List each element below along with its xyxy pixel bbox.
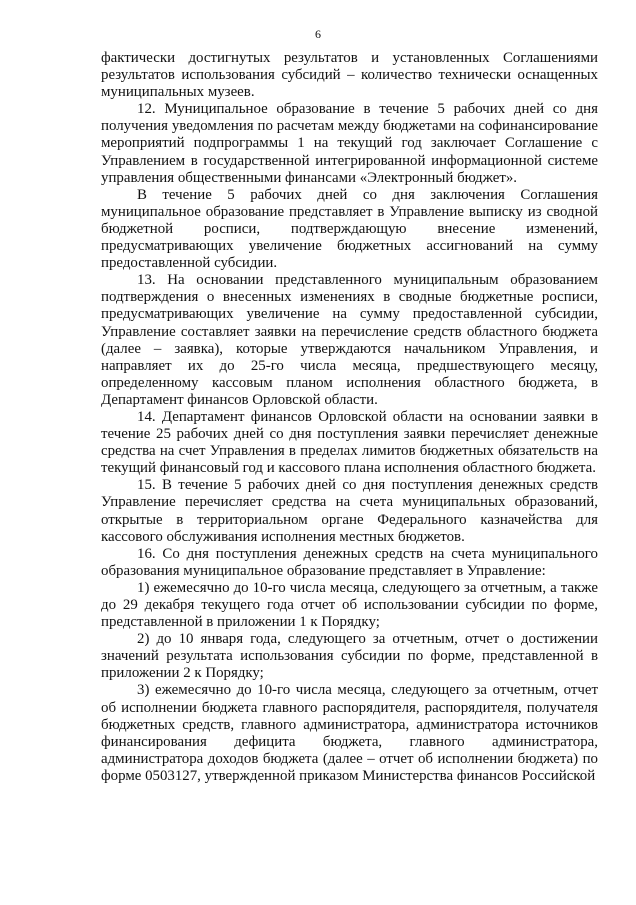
paragraph-16-item-2: 2) до 10 января года, следующего за отчетным, отчет о достижении значений результата использования субсидии по форме, представленной в приложении 2 к Порядку;: [101, 631, 598, 682]
paragraph-16-item-1: 1) ежемесячно до 10-го числа месяца, следующего за отчетным, а также до 29 декабря текущего года отчет об использовании субсидии по форме, представленной в приложении 1 к Порядку;: [101, 579, 598, 631]
paragraph-16-item-3: 3) ежемесячно до 10-го числа месяца, следующего за отчетным, отчет об исполнении бюджета главного распорядителя, распорядителя, получателя бюджетных средств, главного администратора, администратора источников финансирования дефицита бюджета, главного администратора, администратора доходов бюджета (далее – отчет об исполнении бюджета) по форме 0503127, утвержденной приказом Министерства финансов Российской: [101, 682, 598, 784]
paragraph-15: 15. В течение 5 рабочих дней со дня поступления денежных средств Управление перечисляет средства на счета муниципальных образований, открытые в территориальном органе Федерального казначейства для кассового обслуживания исполнения местных бюджетов.: [101, 477, 598, 545]
paragraph-12-extract: В течение 5 рабочих дней со дня заключения Соглашения муниципальное образование представляет в Управление выписку из сводной бюджетной росписи, подтверждающую внесение изменений, предусматривающих увеличение бюджетных ассигнований на сумму предоставленной субсидии.: [101, 186, 598, 272]
paragraph-12: 12. Муниципальное образование в течение 5 рабочих дней со дня получения уведомления по расчетам между бюджетами на софинансирование мероприятий подпрограммы 1 на текущий год заключает Соглашение с Управлением в государственной интегрированной информационной системе управления общественными финансами «Электронный бюджет».: [101, 101, 598, 186]
paragraph-continuation: фактически достигнутых результатов и установленных Соглашениями результатов использования субсидий – количество технически оснащенных муниципальных музеев.: [101, 50, 598, 101]
paragraph-13: 13. На основании представленного муниципальным образованием подтверждения о внесенных изменениях в сводные бюджетные росписи, предусматривающих увеличение на сумму предоставленной субсидии, Управление составляет заявки на перечисление средств областного бюджета (далее – заявка), которые утверждаются начальником Управления, и направляет их до 25-го числа месяца, предшествующего месяцу, определенному кассовым планом исполнения областного бюджета, в Департамент финансов Орловской области.: [101, 272, 598, 408]
paragraph-16: 16. Со дня поступления денежных средств на счета муниципального образования муниципальное образование представляет в Управление:: [101, 545, 598, 579]
paragraph-14: 14. Департамент финансов Орловской области на основании заявки в течение 25 рабочих дней со дня поступления заявки перечисляет денежные средства на счет Управления в пределах лимитов бюджетных обязательств на текущий финансовый год и кассового плана исполнения областного бюджета.: [101, 408, 598, 477]
document-body: [101, 50, 598, 785]
page-number: 6: [315, 27, 321, 41]
